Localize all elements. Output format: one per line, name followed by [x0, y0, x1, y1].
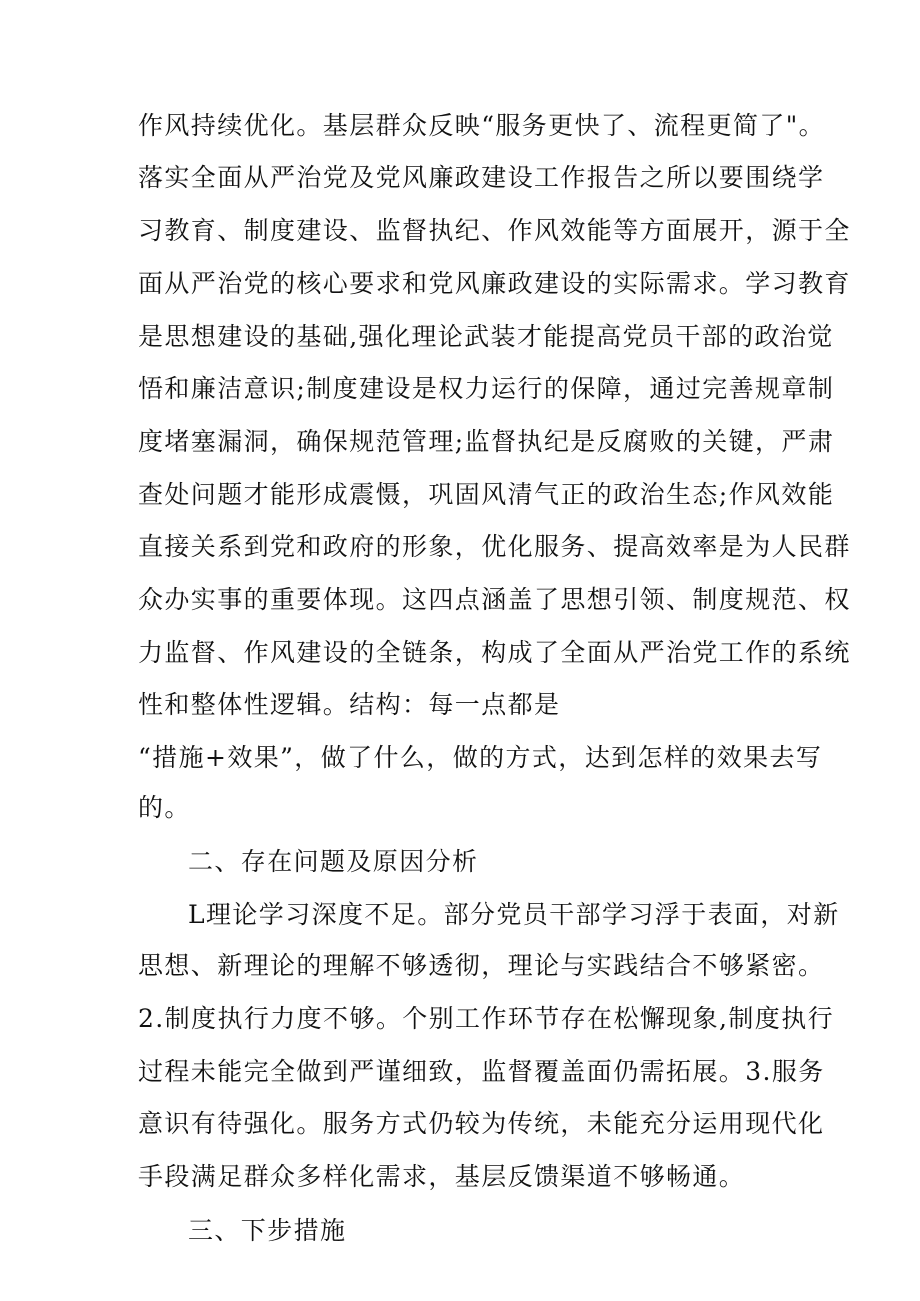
paragraph-line: 面从严治党的核心要求和党风廉政建设的实际需求。学习教育 [138, 269, 851, 298]
paragraph-line: 手段满足群众多样化需求，基层反馈渠道不够畅通。 [138, 1162, 746, 1191]
paragraph-line: 度堵塞漏洞，确保规范管理;监督执纪是反腐败的关键，严肃 [138, 427, 835, 456]
paragraph-line: 性和整体性逻辑。结构：每一点都是 [138, 690, 561, 719]
section-heading-problems: 二、存在问题及原因分析 [188, 847, 479, 876]
section-heading-next-steps: 三、下步措施 [188, 1216, 347, 1245]
paragraph-line: 是思想建设的基础,强化理论武装才能提高党员干部的政治觉 [138, 322, 834, 351]
paragraph-line: 众办实事的重要体现。这四点涵盖了思想引领、制度规范、权 [138, 585, 851, 614]
paragraph-line: 意识有待强化。服务方式仍较为传统，未能充分运用现代化 [138, 1109, 825, 1138]
paragraph-line: 作风持续优化。基层群众反映“服务更快了、流程更简了"。 [138, 111, 826, 140]
paragraph-line: 查处问题才能形成震慑，巩固风清气正的政治生态;作风效能 [138, 480, 835, 509]
paragraph-line: 直接关系到党和政府的形象，优化服务、提高效率是为人民群 [138, 532, 851, 561]
paragraph-line: 的。 [138, 793, 191, 822]
paragraph-line: 落实全面从严治党及党风廉政建设工作报告之所以要围绕学 [138, 163, 825, 192]
paragraph-line: 悟和廉洁意识;制度建设是权力运行的保障，通过完善规章制 [138, 374, 835, 403]
paragraph-line: 力监督、作风建设的全链条，构成了全面从严治党工作的系统 [138, 638, 851, 667]
paragraph-line: 2.制度执行力度不够。个别工作环节存在松懈现象,制度执行 [138, 1004, 835, 1033]
paragraph-line: 过程未能完全做到严谨细致，监督覆盖面仍需拓展。3.服务 [138, 1057, 825, 1086]
paragraph-line: “措施+效果”，做了什么，做的方式，达到怎样的效果去写 [138, 743, 823, 772]
paragraph-line: 习教育、制度建设、监督执纪、作风效能等方面展开，源于全 [138, 216, 851, 245]
paragraph-line: L理论学习深度不足。部分党员干部学习浮于表面，对新 [188, 900, 840, 929]
paragraph-line: 思想、新理论的理解不够透彻，理论与实践结合不够紧密。 [138, 951, 825, 980]
